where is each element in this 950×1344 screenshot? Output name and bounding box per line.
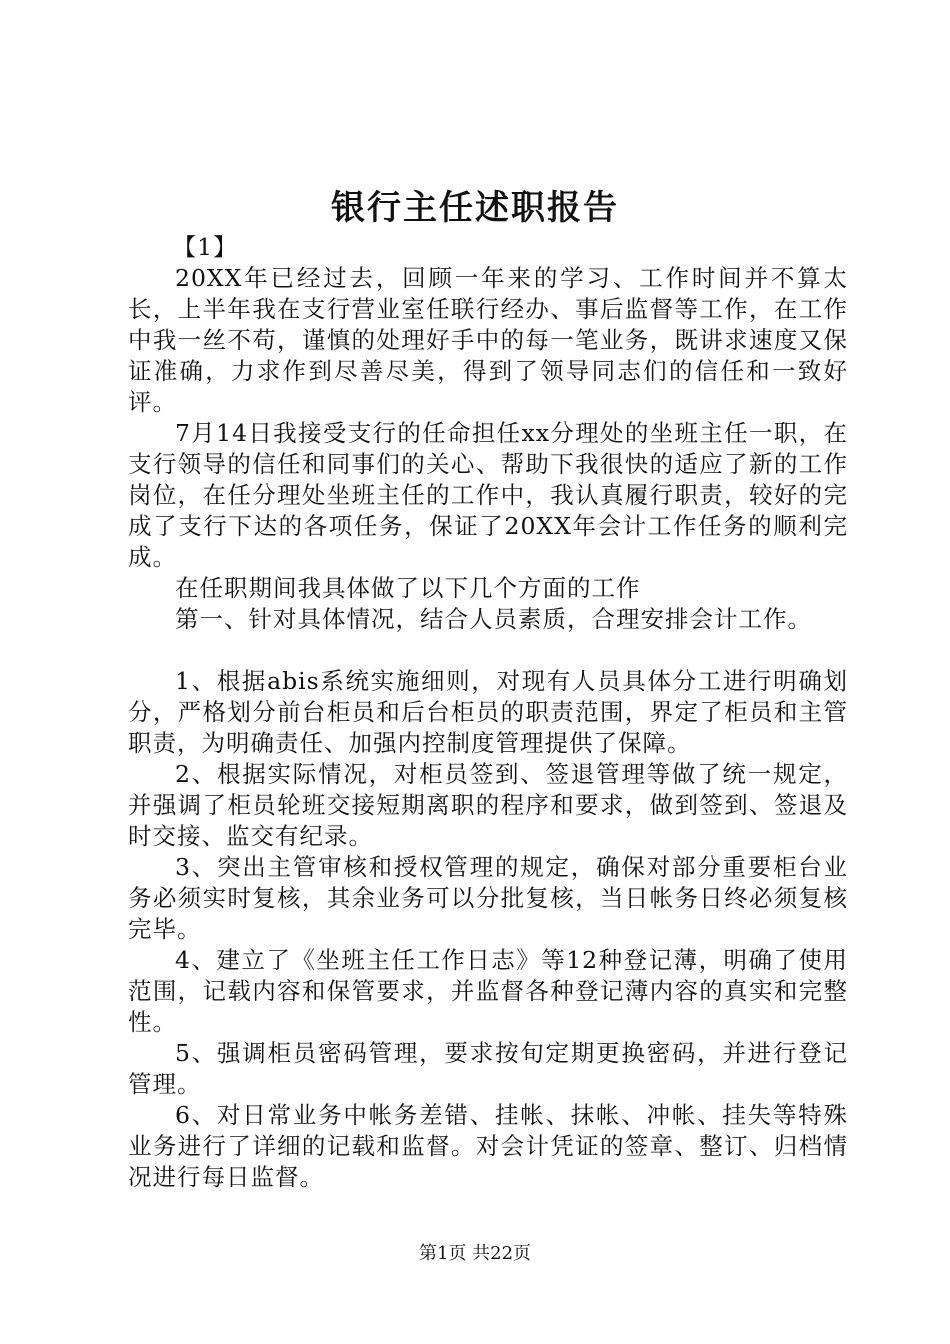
paragraph-item-4: 4、建立了《坐班主任工作日志》等12种登记薄，明确了使用范围，记载内容和保管要求，并监督各种登记薄内容的真实和完整性。: [128, 946, 848, 1036]
document-body: [128, 232, 848, 1193]
paragraph-item-2: 2、根据实际情况，对柜员签到、签退管理等做了统一规定，并强调了柜员轮班交接短期离职的程序和要求，做到签到、签退及时交接、监交有纪录。: [128, 760, 848, 850]
paragraph-work-overview: 在任职期间我具体做了以下几个方面的工作: [175, 574, 641, 602]
document-title: 银行主任述职报告: [331, 188, 619, 228]
page-footer: 第1页 共22页: [418, 1243, 532, 1264]
paragraph-appointment: 7月14日我接受支行的任命担任xx分理处的坐班主任一职，在支行领导的信任和同事们的关心、帮助下我很快的适应了新的工作岗位，在任分理处坐班主任的工作中，我认真履行职责，较好的完成了支行下达的各项任务，保证了20XX年会计工作任务的顺利完成。: [128, 419, 848, 571]
paragraph-item-6: 6、对日常业务中帐务差错、挂帐、抹帐、冲帐、挂失等特殊业务进行了详细的记载和监督。对会计凭证的签章、整订、归档情况进行每日监督。: [128, 1101, 848, 1191]
paragraph-item-3: 3、突出主管审核和授权管理的规定，确保对部分重要柜台业务必须实时复核，其余业务可以分批复核，当日帐务日终必须复核完毕。: [128, 853, 848, 943]
paragraph-item-5: 5、强调柜员密码管理，要求按旬定期更换密码，并进行登记管理。: [128, 1039, 848, 1098]
paragraph-item-1: 1、根据abis系统实施细则，对现有人员具体分工进行明确划分，严格划分前台柜员和后台柜员的职责范围，界定了柜员和主管职责，为明确责任、加强内控制度管理提供了保障。: [128, 667, 848, 757]
paragraph-first-point: 第一、针对具体情况，结合人员素质，合理安排会计工作。: [175, 605, 812, 633]
paragraph-intro: 20XX年已经过去，回顾一年来的学习、工作时间并不算太长，上半年我在支行营业室任联行经办、事后监督等工作，在工作中我一丝不苟，谨慎的处理好手中的每一笔业务，既讲求速度又保证准确，力求作到尽善尽美，得到了领导同志们的信任和一致好评。: [128, 264, 848, 416]
section-marker: 【1】: [172, 233, 238, 261]
